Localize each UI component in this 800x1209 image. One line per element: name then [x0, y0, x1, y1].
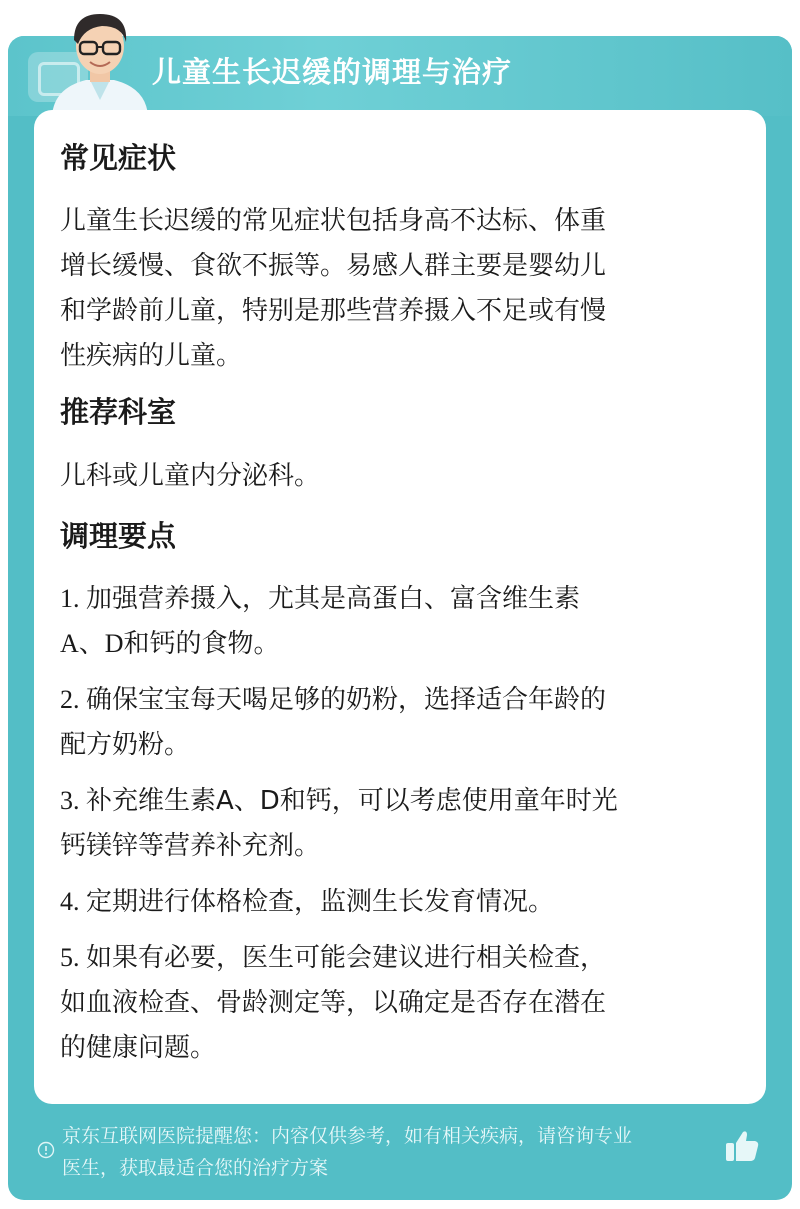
- list-item-cont: 配方奶粉。: [60, 730, 191, 759]
- list-item: [60, 677, 750, 723]
- symptoms-line: 增长缓慢、食欲不振等。易感人群主要是婴幼儿: [60, 251, 607, 280]
- list-item-cont: A、D和钙的食物。: [60, 629, 280, 658]
- list-item-cont: 的健康问题。: [60, 1033, 217, 1062]
- doctor-avatar: [40, 4, 160, 116]
- symptoms-line: 和学龄前儿童，特别是那些营养摄入不足或有慢: [60, 296, 607, 325]
- section-heading-symptoms: 常见症状: [60, 141, 177, 175]
- list-item: [60, 935, 750, 981]
- item-number: 3.: [60, 786, 80, 815]
- item-number: 2.: [60, 685, 80, 714]
- item-text: 确保宝宝每天喝足够的奶粉，选择适合年龄的: [86, 685, 607, 715]
- section-heading-care-points: 调理要点: [60, 519, 177, 553]
- item-number: 4.: [60, 887, 80, 916]
- page-title: 儿童生长迟缓的调理与治疗: [152, 55, 513, 89]
- department-text: 儿科或儿童内分泌科。: [60, 461, 321, 490]
- item-text: 加强营养摄入，尤其是高蛋白、富含维生素: [86, 584, 581, 614]
- symptoms-line: 儿童生长迟缓的常见症状包括身高不达标、体重: [60, 206, 607, 235]
- item-text: 定期进行体格检查，监测生长发育情况。: [86, 887, 555, 917]
- thumbs-up-icon[interactable]: [722, 1126, 762, 1166]
- symptoms-line: 性疾病的儿童。: [60, 341, 243, 370]
- list-item: [60, 778, 750, 824]
- info-circle-icon: [37, 1141, 55, 1159]
- section-heading-department: 推荐科室: [60, 395, 177, 429]
- item-number: 5.: [60, 943, 80, 972]
- list-item-cont: 如血液检查、骨龄测定等，以确定是否存在潜在: [60, 988, 607, 1017]
- item-text: 补充维生素A、D和钙，可以考虑使用童年时光: [86, 786, 618, 816]
- disclaimer-line: 京东互联网医院提醒您：内容仅供参考，如有相关疾病，请咨询专业: [62, 1125, 633, 1147]
- disclaimer: [62, 1120, 730, 1184]
- list-item-cont: 钙镁锌等营养补充剂。: [60, 831, 321, 860]
- list-item: [60, 879, 750, 925]
- list-item: [60, 576, 750, 622]
- item-text: 如果有必要，医生可能会建议进行相关检查，: [86, 943, 607, 973]
- item-number: 1.: [60, 584, 80, 613]
- disclaimer-line: 医生，获取最适合您的治疗方案: [62, 1157, 329, 1179]
